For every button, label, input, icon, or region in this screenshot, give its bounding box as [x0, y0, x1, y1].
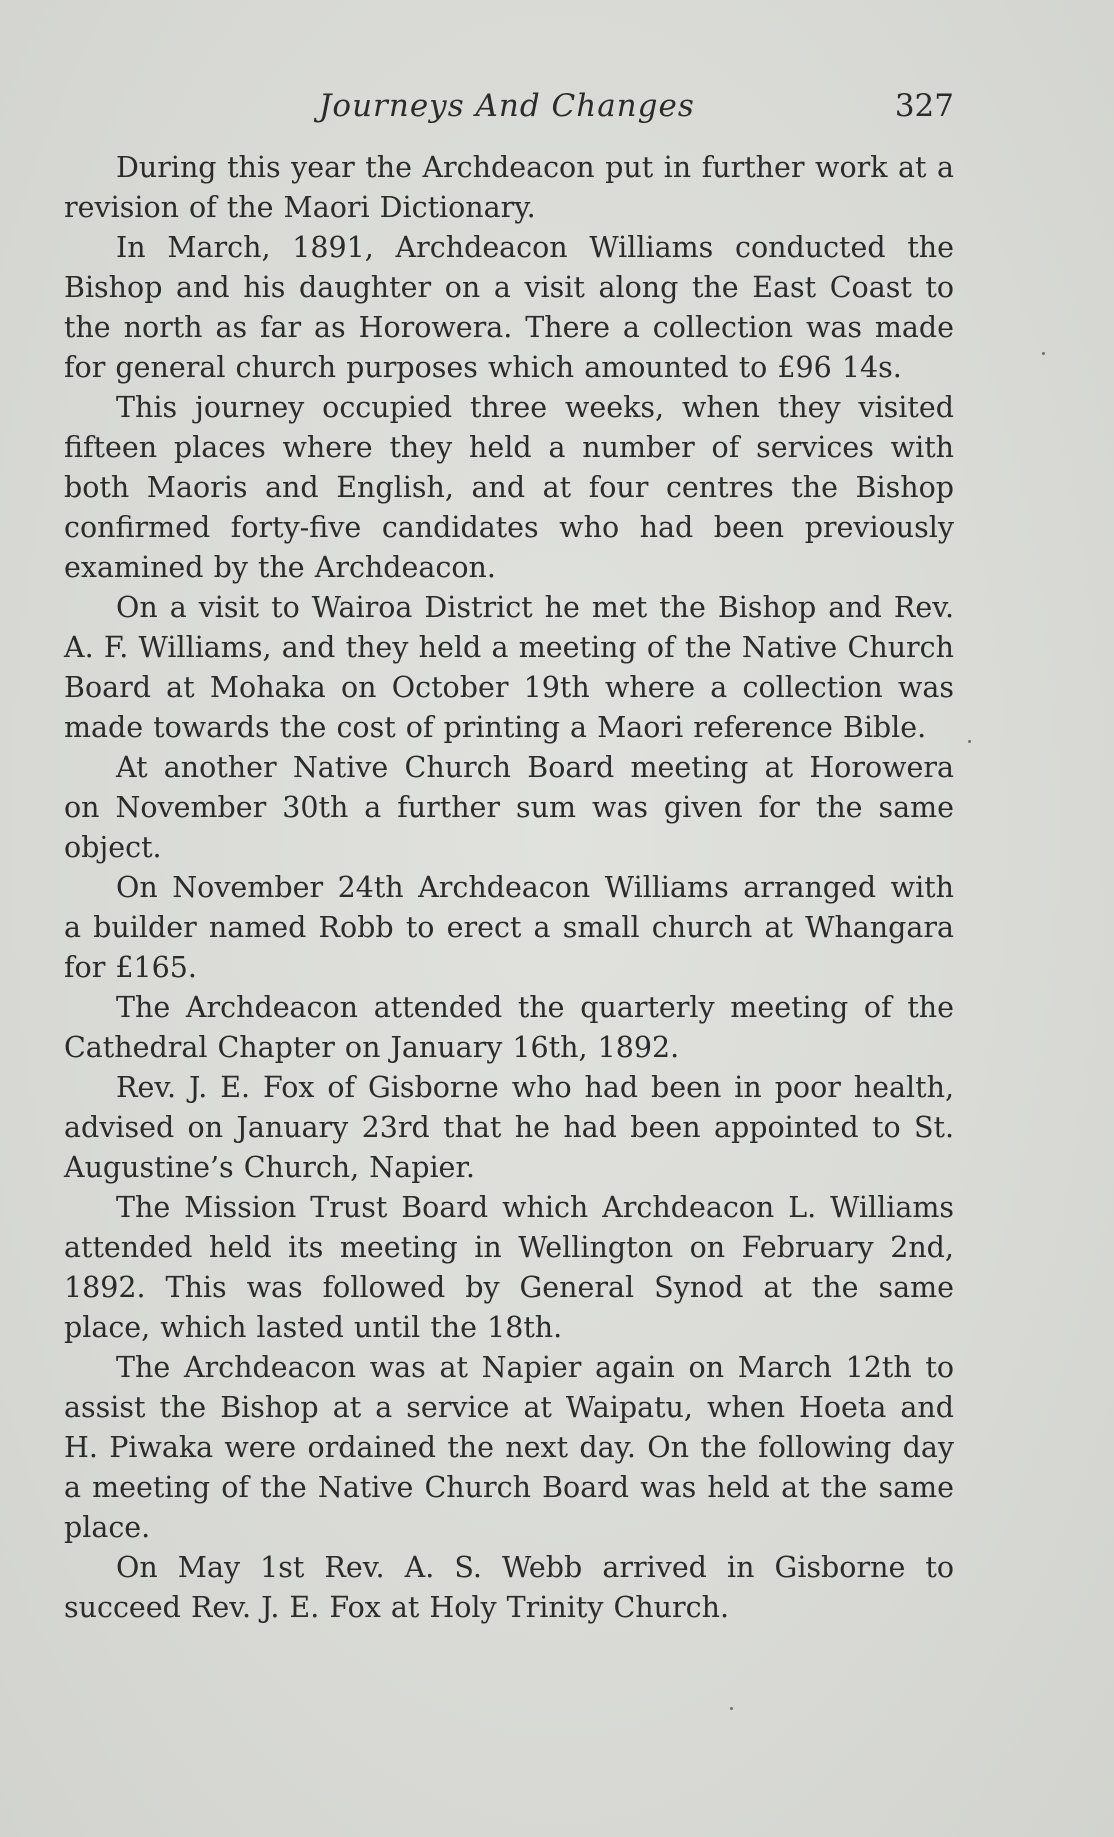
paragraph: At another Native Church Board meeting at Horowera on November 30th a further sum was given for the same object. — [64, 751, 954, 864]
paragraph: The Archdeacon was at Napier again on March 12th to assist the Bishop at a service at Waipatu, when Hoeta and H. Piwaka were ordained the next day. On the following day a meeting of the Native Church Board was held at the same place. — [64, 1351, 954, 1544]
paragraph: Rev. J. E. Fox of Gisborne who had been in poor health, advised on January 23rd that he had been appointed to St. Augustine’s Church, Napier. — [64, 1071, 954, 1184]
page-header — [64, 88, 954, 128]
paper-speck — [968, 740, 971, 743]
paper-speck — [730, 1707, 733, 1710]
page-number: 327 — [894, 88, 954, 124]
paragraph: In March, 1891, Archdeacon Williams conducted the Bishop and his daughter on a visit along the East Coast to the north as far as Horowera. There a collection was made for general church purposes which amounted to £96 14s. — [64, 231, 954, 384]
paragraph: The Mission Trust Board which Archdeacon L. Williams attended held its meeting in Wellington on February 2nd, 1892. This was followed by General Synod at the same place, which lasted until the 18th. — [64, 1191, 954, 1344]
paragraph: On May 1st Rev. A. S. Webb arrived in Gisborne to succeed Rev. J. E. Fox at Holy Trinity Church. — [64, 1551, 954, 1624]
paragraph: On a visit to Wairoa District he met the Bishop and Rev. A. F. Williams, and they held a meeting of the Native Church Board at Mohaka on October 19th where a collection was made towards the cost of printing a Maori reference Bible. — [64, 591, 954, 744]
paragraph: The Archdeacon attended the quarterly meeting of the Cathedral Chapter on January 16th, 1892. — [64, 991, 954, 1064]
running-title: Journeys And Changes — [319, 88, 695, 124]
paragraph: During this year the Archdeacon put in further work at a revision of the Maori Dictionary. — [64, 151, 954, 224]
body-text — [64, 148, 954, 1628]
paragraph: On November 24th Archdeacon Williams arranged with a builder named Robb to erect a small church at Whangara for £165. — [64, 871, 954, 984]
paper-speck — [1042, 352, 1045, 355]
paragraph: This journey occupied three weeks, when they visited fifteen places where they held a number of services with both Maoris and English, and at four centres the Bishop confirmed forty-five candidates who had been previously examined by the Archdeacon. — [64, 391, 954, 584]
